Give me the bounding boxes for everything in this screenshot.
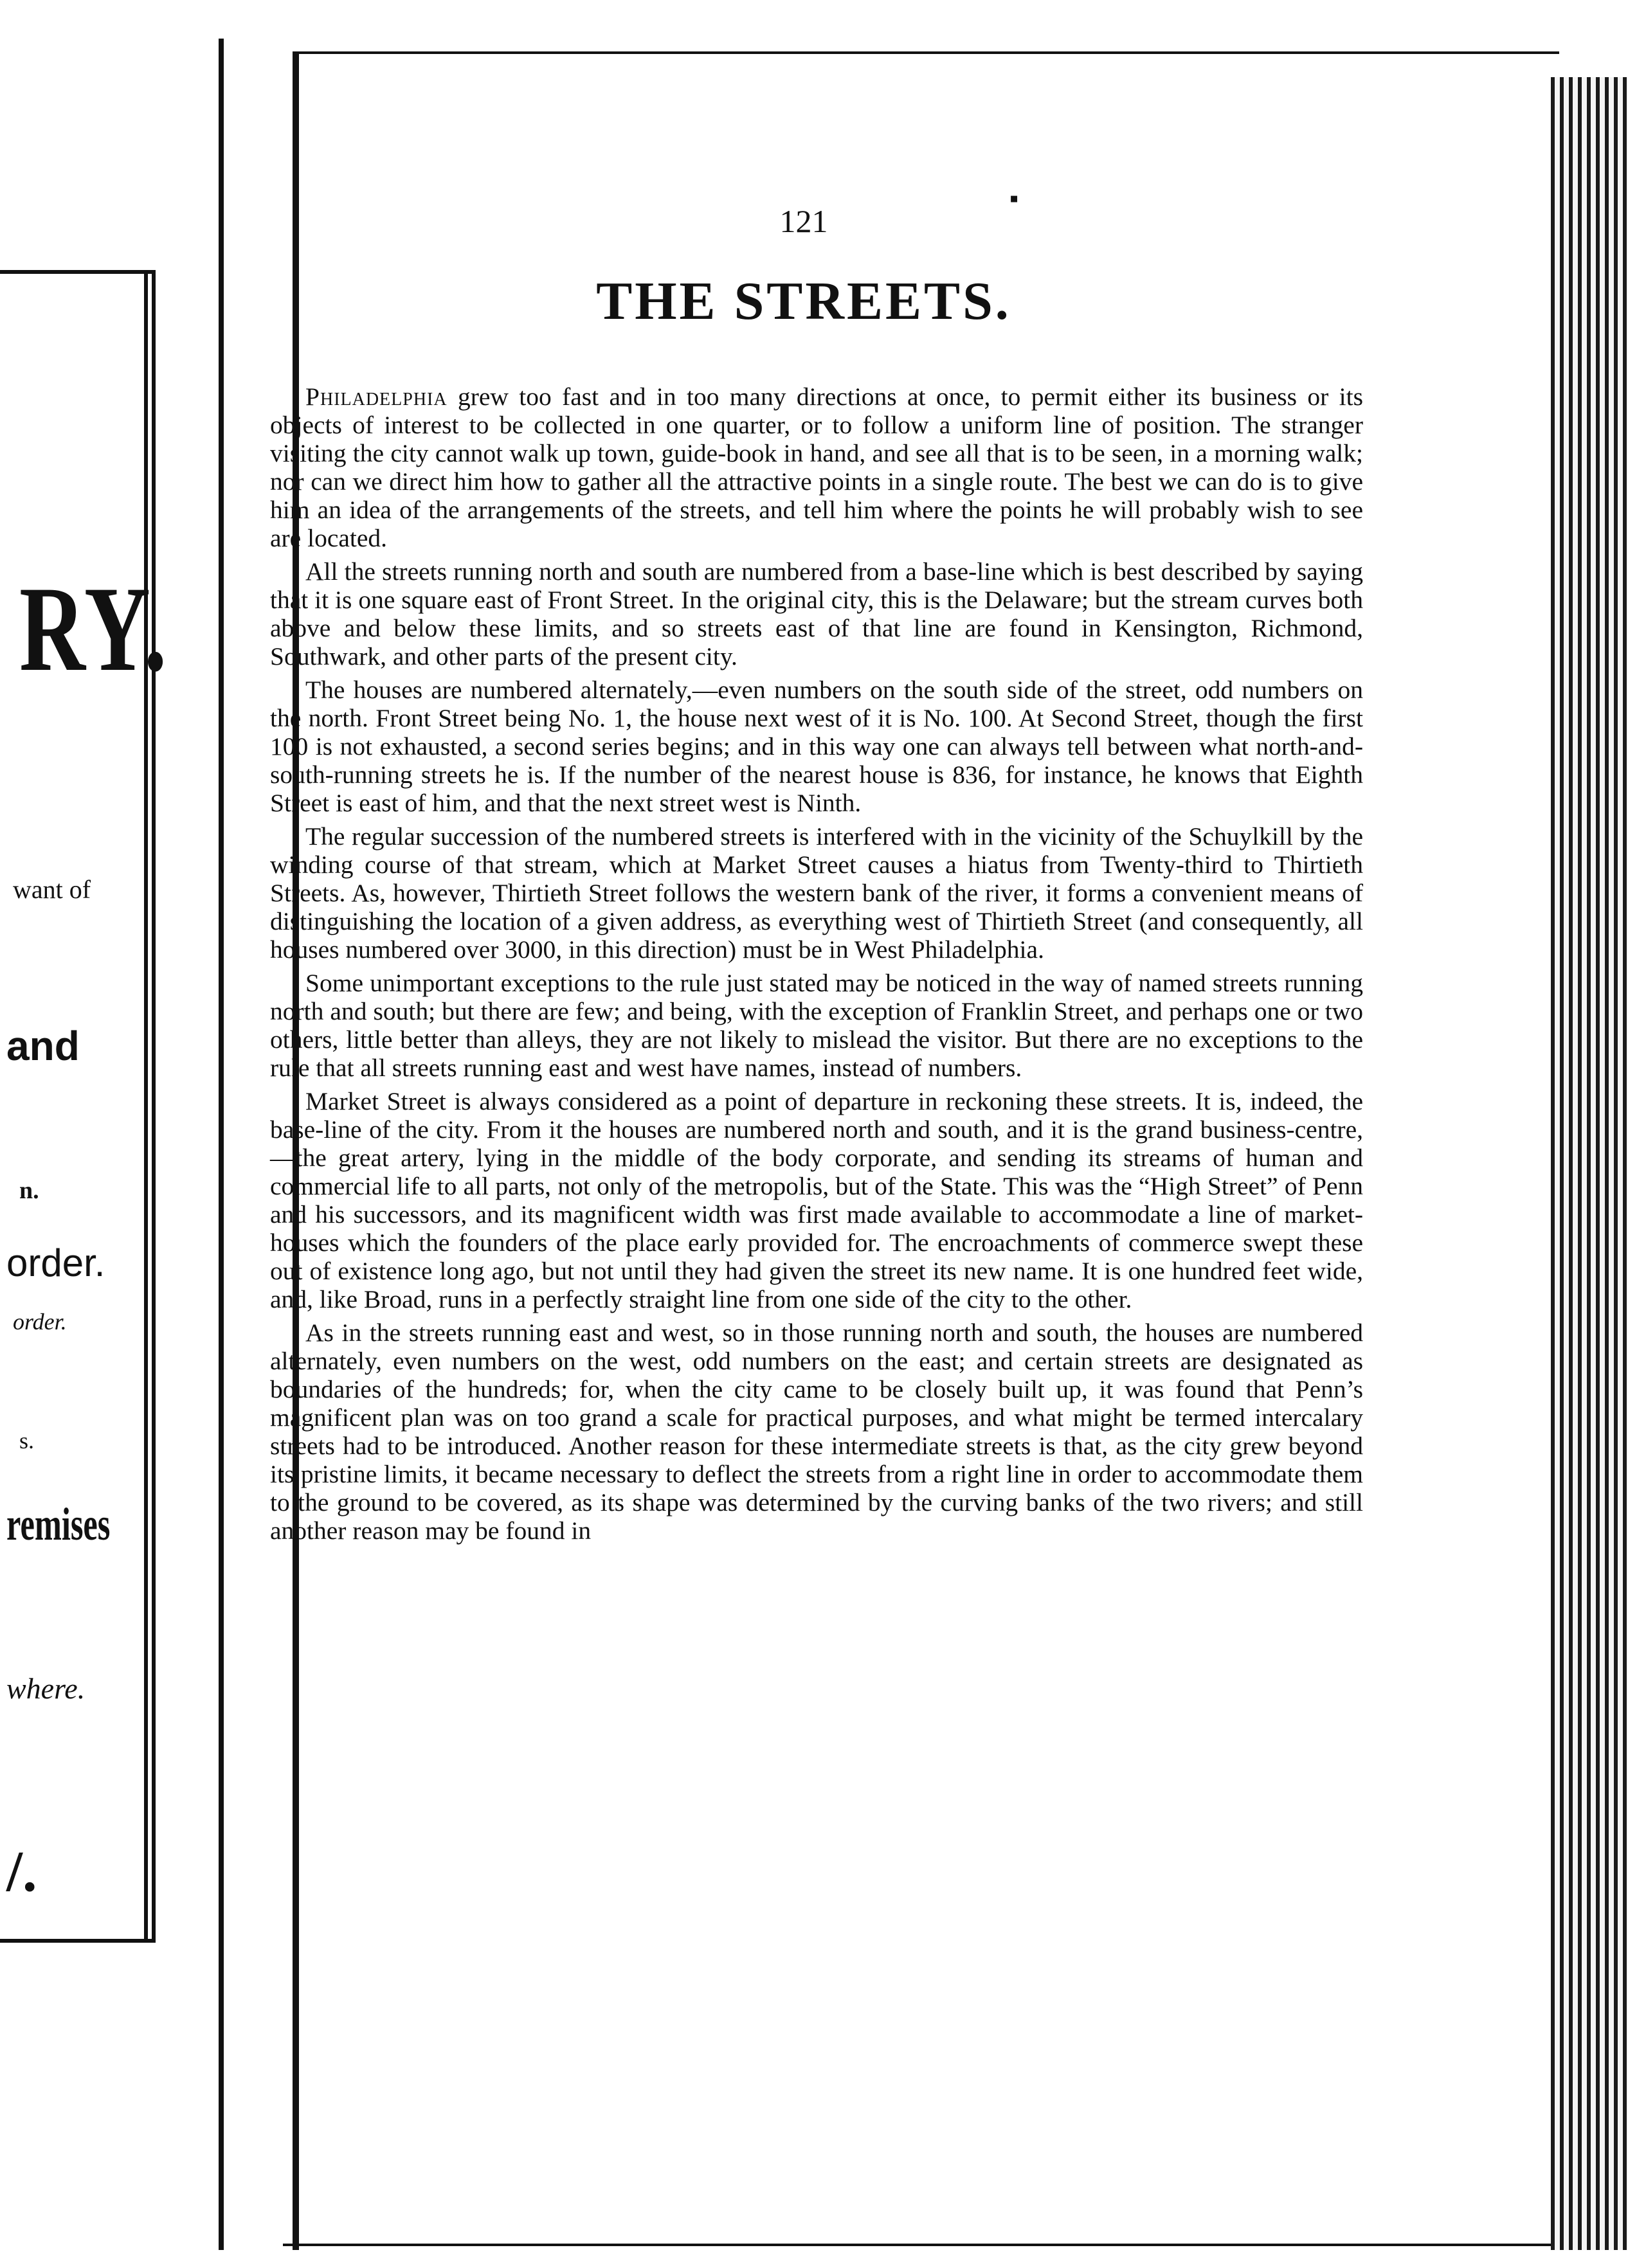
top-page-edge-line [299, 51, 1559, 54]
left-page-fragment-ry: RY. [19, 562, 169, 697]
paragraph-3: The houses are numbered alternately,—even numbers on the south side of the street, odd numbers on the north. Front Street being No. 1, the house next west of it is No. 100. At Second Street, though the first 100 is not exhausted, a second series begins; and in this way one can always tell between what north-and-south-running streets he is. If the number of the nearest house is 836, for instance, he knows that Eighth Street is east of him, and that the next street west is Ninth. [270, 676, 1363, 817]
left-page-fragment-order: order. [6, 1241, 105, 1284]
left-gutter-line [219, 39, 224, 2250]
left-page-fragment-want-of: want of [13, 875, 91, 904]
paragraph-4: The regular succession of the numbered streets is interfered with in the vicinity of the Schuylkill by the winding course of that stream, which at Market Street causes a hiatus from Twenty-third to Thirtieth Streets. As, however, Thirtieth Street follows the western bank of the river, it forms a convenient means of distinguishing the location of a given address, as everything west of Thirtieth Street (and consequently, all houses numbered over 3000, in this direction) must be in West Philadelphia. [270, 822, 1363, 964]
page-edges-right [1551, 77, 1628, 2250]
page-number: 121 [779, 203, 828, 239]
paragraph-2: All the streets running north and south are numbered from a base-line which is best described by saying that it is one square east of Front Street. In the original city, this is the Delaware; but the stream curves both above and below these limits, and so streets east of that line are found in Kensington, Richmond, Southwark, and other parts of the present city. [270, 557, 1363, 670]
paragraph-1-text: grew too fast and in too many directions at once, to permit either its business or its objects of interest to be collected in one quarter, or to follow a uniform line of position. The stranger visiting the city cannot walk up town, guide-book in hand, and see all that is to be seen, in a morning walk; nor can we direct him how to gather all the attractive points in a single route. The best we can do is to give him an idea of the arrangements of the streets, and tell him where the points he will probably wish to see are located. [270, 382, 1363, 552]
left-page-fragment-and: and [6, 1023, 80, 1069]
left-page-fragment-order-italic: order. [13, 1309, 67, 1335]
paragraph-1 [270, 382, 1363, 552]
bottom-page-edge-line [283, 2244, 1556, 2246]
section-title: THE STREETS. [596, 271, 1011, 331]
paragraph-7: As in the streets running east and west, so in those running north and south, the houses are numbered alternately, even numbers on the west, odd numbers on the east; and certain streets are designated as boundaries of the hundreds; for, when the city came to be closely built up, it was found that Penn’s magnificent plan was on too grand a scale for practical purposes, and what might be termed intercalary streets had to be introduced. Another reason for these intermediate streets is that, as the city grew beyond its pristine limits, it became necessary to deflect the streets from a right line in order to accommodate them to the ground to be covered, as its shape was determined by the curving banks of the two rivers; and still another reason may be found in [270, 1318, 1363, 1545]
left-page-fragment-n: n. [19, 1177, 39, 1204]
printer-mark: ▪ [1009, 184, 1019, 213]
left-page-fragment-slash: /. [6, 1840, 37, 1904]
paragraph-6: Market Street is always considered as a point of departure in reckoning these streets. It is, indeed, the base-line of the city. From it the houses are numbered north and south, and it is the grand business-centre,—the great artery, lying in the middle of the body corporate, and sending its streams of human and commercial life to all parts, not only of the metropolis, but of the State. This was the “High Street” of Penn and his successors, and its magnificent width was first made available to accommodate a line of market-houses which the founders of the place early provided for. The encroachments of commerce swept these out of existence long ago, but not until they had given the street its new name. It is one hundred feet wide, and, like Broad, runs in a perfectly straight line from one side of the city to the other. [270, 1087, 1363, 1313]
left-page-fragment-where: where. [6, 1672, 86, 1705]
body-text [270, 382, 1363, 1545]
paragraph-5: Some unimportant exceptions to the rule just stated may be noticed in the way of named streets running north and south; but there are few; and being, with the exception of Franklin Street, and perhaps one or two others, little better than alleys, they are not likely to mislead the visitor. But there are no exceptions to the rule that all streets running east and west have names, instead of numbers. [270, 969, 1363, 1082]
book-page [238, 90, 1370, 1993]
paragraph-lead-word: Philadelphia [305, 382, 448, 411]
left-page-fragment-s: s. [19, 1428, 35, 1454]
left-page-fragment-premises: remises [6, 1498, 111, 1550]
